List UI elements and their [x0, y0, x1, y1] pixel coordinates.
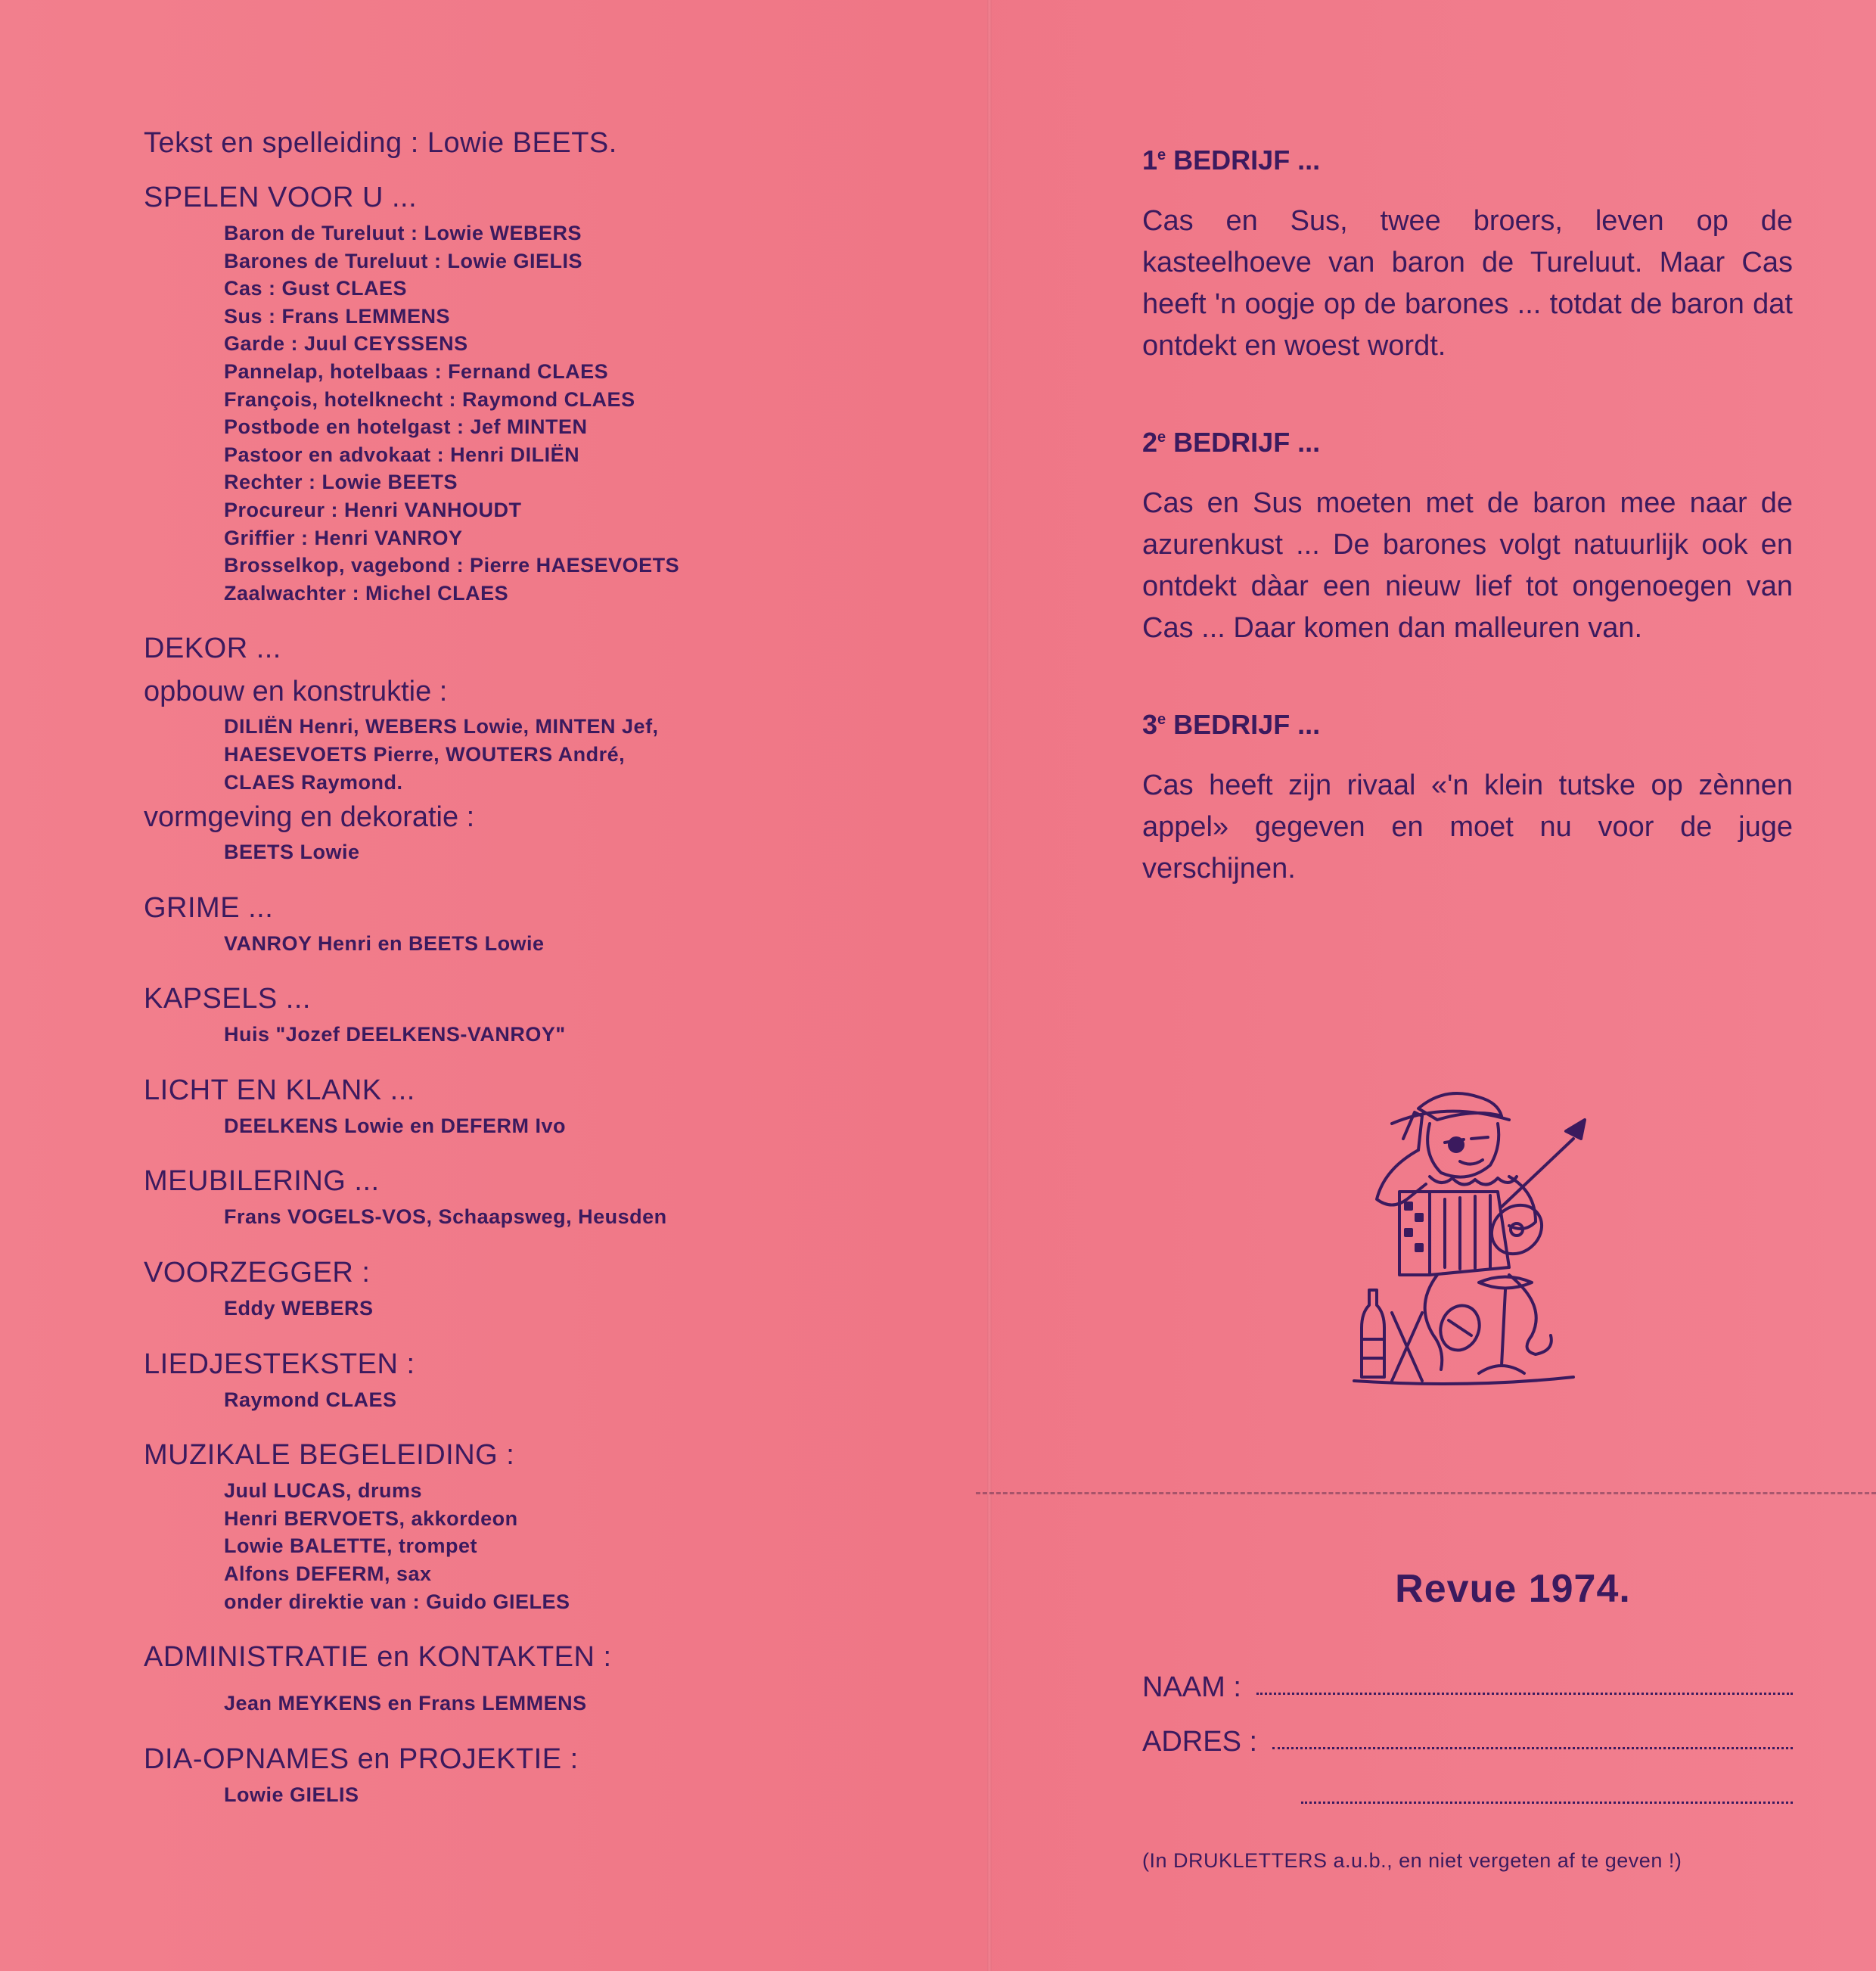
- vormgeving-value: BEETS Lowie: [224, 841, 360, 864]
- opbouw-item: DILIËN Henri, WEBERS Lowie, MINTEN Jef,: [224, 715, 659, 738]
- cast-item: Griffier : Henri VANROY: [224, 526, 463, 549]
- act-title: 1e BEDRIJF ...: [1142, 145, 1321, 176]
- admin-value: Jean MEYKENS en Frans LEMMENS: [224, 1692, 587, 1715]
- muziek-item: onder direktie van : Guido GIELES: [224, 1590, 570, 1613]
- naam-row: [1142, 1649, 1793, 1704]
- cast-item: Cas : Gust CLAES: [224, 277, 408, 300]
- adres-field[interactable]: [1272, 1747, 1793, 1749]
- grime-value: VANROY Henri en BEETS Lowie: [224, 931, 545, 955]
- liedjes-heading: LIEDJESTEKSTEN :: [144, 1348, 415, 1380]
- naam-field[interactable]: [1256, 1693, 1793, 1695]
- registration-form: [1142, 1566, 1793, 1873]
- grime-heading: GRIME ...: [144, 891, 274, 924]
- opbouw-heading: opbouw en konstruktie :: [144, 676, 448, 708]
- muziek-list: [144, 1477, 900, 1615]
- synopsis-column: [1142, 136, 1793, 941]
- muziek-item: Lowie BALETTE, trompet: [224, 1534, 477, 1558]
- voorzegger-value: Eddy WEBERS: [224, 1297, 374, 1320]
- page-fold: [987, 0, 992, 1971]
- opbouw-item: HAESEVOETS Pierre, WOUTERS André,: [224, 742, 626, 766]
- adres-label: ADRES :: [1142, 1726, 1258, 1758]
- meubilering-value: Frans VOGELS-VOS, Schaapsweg, Heusden: [224, 1205, 667, 1229]
- muziek-heading: MUZIKALE BEGELEIDING :: [144, 1439, 515, 1472]
- cast-item: François, hotelknecht : Raymond CLAES: [224, 387, 635, 411]
- meubilering-heading: MEUBILERING ...: [144, 1165, 380, 1198]
- dekor-heading: DEKOR ...: [144, 633, 281, 665]
- cast-heading: SPELEN VOOR U ...: [144, 182, 418, 213]
- act-text: Cas en Sus, twee broers, leven op de kasteelhoeve van baron de Tureluut. Maar Cas heeft 'n oogje op de barones ... totdat de baron dat ontdekt en woest wordt.: [1142, 205, 1793, 362]
- credits-column: [144, 121, 900, 1808]
- dia-heading: DIA-OPNAMES en PROJEKTIE :: [144, 1743, 579, 1775]
- admin-heading: ADMINISTRATIE en KONTAKTEN :: [144, 1641, 612, 1674]
- opbouw-item: CLAES Raymond.: [224, 770, 403, 794]
- muziek-item: Juul LUCAS, drums: [224, 1479, 423, 1503]
- form-title: Revue 1974.: [1395, 1567, 1631, 1611]
- kapsels-value: Huis "Jozef DEELKENS-VANROY": [224, 1023, 566, 1046]
- act-2: [1142, 418, 1793, 649]
- muziek-item: Alfons DEFERM, sax: [224, 1562, 432, 1586]
- intro-line: Tekst en spelleiding : Lowie BEETS.: [144, 127, 617, 159]
- dia-value: Lowie GIELIS: [224, 1783, 359, 1806]
- act-title: 3e BEDRIJF ...: [1142, 709, 1321, 740]
- cast-item: Zaalwachter : Michel CLAES: [224, 581, 509, 605]
- act-text: Cas en Sus moeten met de baron mee naar de azurenkust ... De barones volgt natuurlijk ook en ontdekt dàar een nieuw lief tot ongenoegen van Cas ... Daar komen dan malleuren van.: [1142, 487, 1793, 644]
- adres-field-2[interactable]: [1301, 1802, 1793, 1804]
- muziek-item: Henri BERVOETS, akkordeon: [224, 1506, 518, 1530]
- cast-item: Procureur : Henri VANHOUDT: [224, 498, 522, 521]
- kapsels-heading: KAPSELS ...: [144, 983, 311, 1015]
- liedjes-value: Raymond CLAES: [224, 1388, 397, 1411]
- licht-value: DEELKENS Lowie en DEFERM Ivo: [224, 1114, 567, 1137]
- tear-off-line: [976, 1492, 1876, 1494]
- cast-item: Sus : Frans LEMMENS: [224, 304, 451, 328]
- cast-item: Pastoor en advokaat : Henri DILIËN: [224, 443, 580, 466]
- adres-row: [1142, 1704, 1793, 1758]
- act-title: 2e BEDRIJF ...: [1142, 427, 1321, 458]
- cast-list: [144, 219, 900, 607]
- naam-label: NAAM :: [1142, 1671, 1241, 1703]
- adres-row-2: [1142, 1758, 1793, 1813]
- form-note: (In DRUKLETTERS a.u.b., en niet vergeten af te geven !): [1142, 1849, 1682, 1872]
- accordion-player-drawing: [1346, 1078, 1589, 1396]
- cast-item: Postbode en hotelgast : Jef MINTEN: [224, 415, 588, 439]
- licht-heading: LICHT EN KLANK ...: [144, 1074, 415, 1106]
- act-text: Cas heeft zijn rivaal «'n klein tutske op zènnen appel» gegeven en moet nu voor de juge verschijnen.: [1142, 769, 1793, 884]
- act-3: [1142, 701, 1793, 890]
- cast-item: Brosselkop, vagebond : Pierre HAESEVOETS: [224, 554, 680, 577]
- cast-item: Barones de Tureluut : Lowie GIELIS: [224, 249, 583, 272]
- act-1: [1142, 136, 1793, 367]
- vormgeving-heading: vormgeving en dekoratie :: [144, 801, 475, 834]
- cast-item: Baron de Tureluut : Lowie WEBERS: [224, 222, 582, 244]
- cast-item: Rechter : Lowie BEETS: [224, 471, 458, 494]
- voorzegger-heading: VOORZEGGER :: [144, 1257, 371, 1289]
- opbouw-list: [144, 713, 900, 796]
- cast-item: Pannelap, hotelbaas : Fernand CLAES: [224, 359, 609, 383]
- cast-item: Garde : Juul CEYSSENS: [224, 332, 468, 356]
